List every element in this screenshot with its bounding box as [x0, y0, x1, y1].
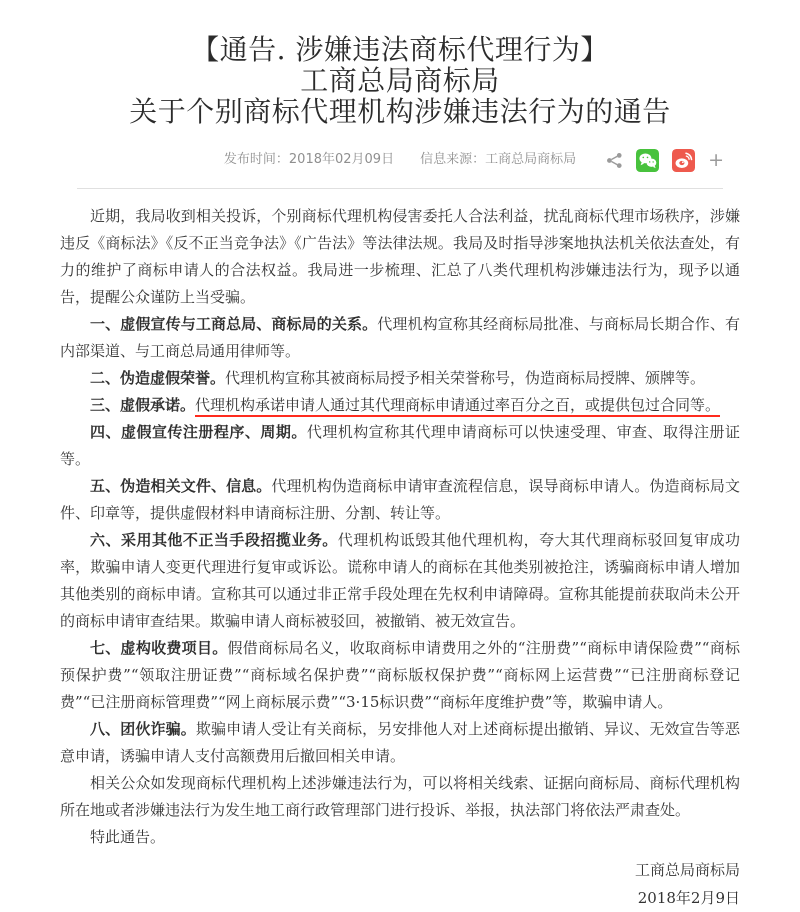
meta-row: [60, 147, 740, 173]
closing-text: 相关公众如发现商标代理机构上述涉嫌违法行为，可以将相关线索、证据向商标局、商标代理机构所在地或者涉嫌违法行为发生地工商行政管理部门进行投诉、举报，执法部门将依法严肃查处。: [60, 774, 740, 819]
final-note-text: 特此通告。: [90, 828, 166, 846]
item-2-text: 代理机构宣称其被商标局授予相关荣誉称号，伪造商标局授牌、颁牌等。: [225, 369, 706, 387]
item-8-text: 欺骗申请人受让有关商标，另安排他人对上述商标提出撤销、异议、无效宣告等恶意申请，诱骗申请人支付高额费用后撤回相关申请。: [60, 720, 740, 765]
title-line-2: 工商总局商标局: [300, 64, 500, 97]
item-4-heading: 四、虚假宣传注册程序、周期。: [90, 423, 307, 441]
signature-date: 2018年2月9日: [637, 889, 740, 907]
notice-header: [0, 34, 800, 189]
notice-item-8: [60, 716, 740, 770]
item-6-text: 代理机构诋毁其他代理机构，夸大其代理商标驳回复审成功率，欺骗申请人变更代理进行复审或诉讼。谎称申请人的商标在其他类别被抢注，诱骗商标申请人增加其他类别的商标申请。宣称其可以通过非正常手段处理在先权利申请障碍。宣称其能提前获取尚未公开的商标申请审查结果。欺骗申请人商标被驳回，被撤销、被无效宣告。: [60, 531, 740, 630]
publish-time-value: 2018年02月09日: [288, 152, 395, 167]
item-7-heading: 七、虚构收费项目。: [90, 639, 228, 657]
title-line-3: 关于个别商标代理机构涉嫌违法行为的通告: [129, 95, 671, 128]
notice-item-5: [60, 473, 740, 527]
item-5-heading: 五、伪造相关文件、信息。: [90, 477, 272, 495]
header-divider: [77, 188, 723, 189]
item-2-heading: 二、伪造虚假荣誉。: [90, 369, 226, 387]
item-7-text: 假借商标局名义，收取商标申请费用之外的“注册费”“商标申请保险费”“商标预保护费”“领取注册证费”“商标域名保护费”“商标版权保护费”“商标网上运营费”“已注册商标登记费”“已注册商标管理费”“网上商标展示费”“3·15标识费”“商标年度维护费”等，欺骗申请人。: [60, 639, 740, 711]
final-note: [60, 824, 740, 851]
item-8-heading: 八、团伙诈骗。: [90, 720, 196, 738]
share-icon[interactable]: [606, 152, 623, 169]
item-5-text: 代理机构伪造商标申请审查流程信息，误导商标申请人。伪造商标局文件、印章等，提供虚假材料申请商标注册、分割、转让等。: [60, 477, 740, 522]
notice-item-4: [60, 419, 740, 473]
source-value: 工商总局商标局: [485, 152, 577, 167]
item-3-text-underlined: 代理机构承诺申请人通过其代理商标申请通过率百分之百，或提供包过合同等。: [195, 396, 720, 417]
item-1-heading: 一、虚假宣传与工商总局、商标局的关系。: [90, 315, 378, 333]
notice-item-7: [60, 635, 740, 716]
publish-time-label: 发布时间：: [223, 152, 289, 167]
notice-item-3: [60, 392, 740, 419]
weibo-icon[interactable]: [672, 149, 695, 172]
signature-org: 工商总局商标局: [634, 861, 740, 879]
item-1-text: 代理机构宣称其经商标局批准、与商标局长期合作、有内部渠道、与工商总局通用律师等。: [60, 315, 740, 360]
share-toolbar: [606, 148, 724, 172]
wechat-icon[interactable]: [636, 149, 659, 172]
intro-paragraph: [60, 203, 740, 311]
notice-item-1: [60, 311, 740, 365]
notice-item-6: [60, 527, 740, 635]
more-share-icon[interactable]: +: [708, 149, 724, 171]
intro-text: 近期，我局收到相关投诉，个别商标代理机构侵害委托人合法利益，扰乱商标代理市场秩序，涉嫌违反《商标法》《反不正当竞争法》《广告法》等法律法规。我局及时指导涉案地执法机关依法查处，有力的维护了商标申请人的合法权益。我局进一步梳理、汇总了八类代理机构涉嫌违法行为，现予以通告，提醒公众谨防上当受骗。: [60, 207, 740, 306]
item-6-heading: 六、采用其他不正当手段招揽业务。: [90, 531, 338, 549]
closing-paragraph: [60, 770, 740, 824]
notice-item-2: [60, 365, 740, 392]
title-line-1: 【通告. 涉嫌违法商标代理行为】: [191, 33, 609, 66]
notice-body: [60, 203, 740, 912]
signature-block: [60, 856, 740, 912]
item-4-text: 代理机构宣称其代理申请商标可以快速受理、审查、取得注册证等。: [60, 423, 740, 468]
source-label: 信息来源：: [420, 152, 486, 167]
page-title: [0, 34, 800, 127]
item-3-heading: 三、虚假承诺。: [90, 396, 196, 414]
